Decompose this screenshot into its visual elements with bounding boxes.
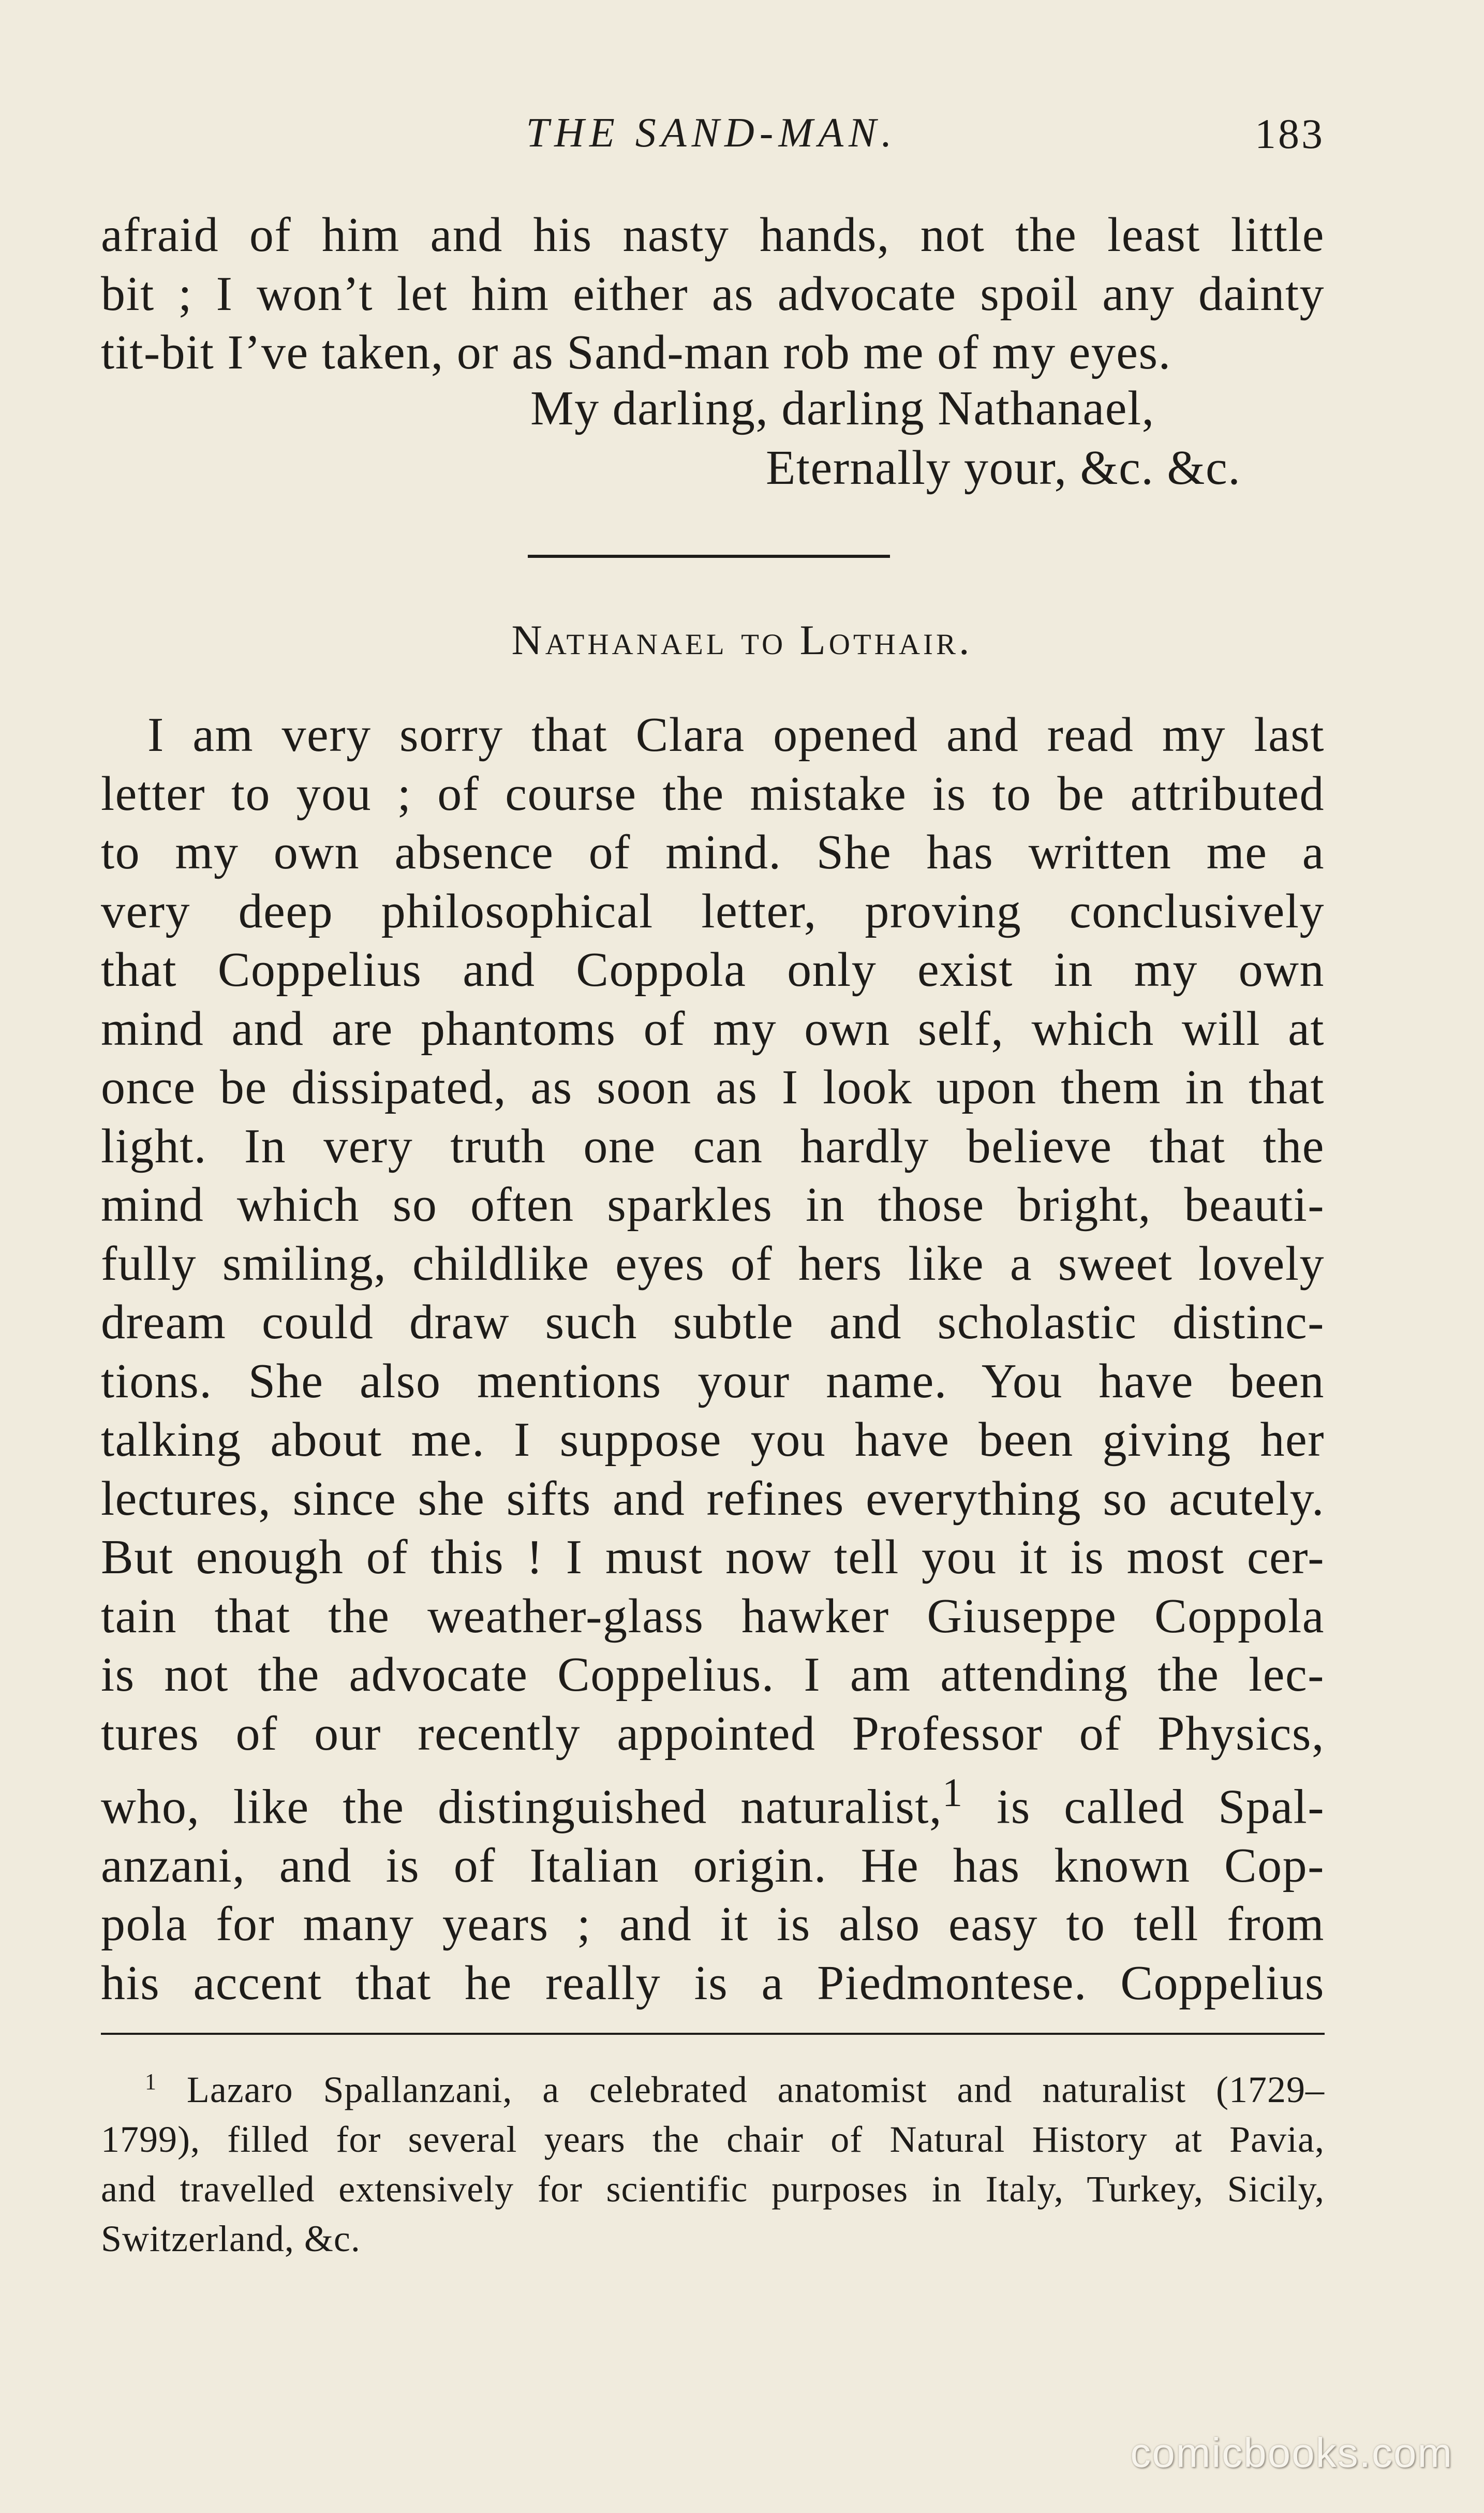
text-line: to my own absence of mind. She has written me a	[101, 825, 1325, 879]
watermark: comicbooks.com	[1130, 2430, 1453, 2476]
text-line-with-footnote-ref	[101, 1763, 1325, 1837]
text-line: tain that the weather-glass hawker Giuseppe Coppola	[101, 1589, 1325, 1643]
letter-salutation: My darling, darling Nathanael,	[530, 381, 1155, 435]
text-line: anzani, and is of Italian origin. He has known Cop-	[101, 1838, 1325, 1893]
text-line: is not the advocate Coppelius. I am attending the lec-	[101, 1648, 1325, 1702]
text-line: bit ; I won’t let him either as advocate spoil any dainty	[101, 267, 1325, 321]
text-line: I am very sorry that Clara opened and read my last	[147, 708, 1325, 762]
footnote-line: Switzerland, &c.	[101, 2218, 361, 2259]
text-line: dream could draw such subtle and scholastic distinc-	[101, 1295, 1325, 1349]
letter-body	[101, 706, 1325, 2013]
running-header	[98, 110, 1325, 167]
text-line: mind and are phantoms of my own self, which will at	[101, 1001, 1325, 1056]
text-segment: who, like the distinguished naturalist,	[101, 1780, 943, 1834]
text-line: tures of our recently appointed Professor of Physics,	[101, 1706, 1325, 1761]
text-line: lectures, since she sifts and refines everything so acutely.	[101, 1471, 1325, 1526]
text-line: fully smiling, childlike eyes of hers like a sweet lovely	[101, 1236, 1325, 1291]
text-line: tit-bit I’ve taken, or as Sand-man rob me of my eyes.	[101, 326, 1171, 379]
section-divider	[528, 555, 890, 558]
letter-ending	[101, 206, 1325, 382]
text-line: that Coppelius and Coppola only exist in my own	[101, 943, 1325, 997]
text-line: talking about me. I suppose you have been giving her	[101, 1413, 1325, 1467]
text-line: afraid of him and his nasty hands, not the least little	[101, 208, 1325, 262]
footnote-line	[101, 2057, 1325, 2115]
text-line: letter to you ; of course the mistake is to be attributed	[101, 766, 1325, 821]
footnote-marker: 1	[145, 2069, 157, 2094]
text-line: mind which so often sparkles in those bright, beauti-	[101, 1178, 1325, 1232]
text-line: once be dissipated, as soon as I look upon them in that	[101, 1060, 1325, 1114]
text-line: But enough of this ! I must now tell you it is most cer-	[101, 1530, 1325, 1584]
text-line: light. In very truth one can hardly believe that the	[101, 1119, 1325, 1173]
footnote-line: and travelled extensively for scientific purposes in Italy, Turkey, Sicily,	[101, 2168, 1325, 2210]
text-line: pola for many years ; and it is also easy to tell from	[101, 1897, 1325, 1952]
footnote-reference: 1	[942, 1770, 963, 1815]
text-segment: is called Spal-	[963, 1780, 1325, 1834]
text-segment: Lazaro Spallanzani, a celebrated anatomist and naturalist (1729–	[186, 2069, 1325, 2110]
text-line: very deep philosophical letter, proving conclusively	[101, 884, 1325, 938]
section-heading: Nathanael to Lothair.	[511, 616, 973, 663]
text-line: his accent that he really is a Piedmontese. Coppelius	[101, 1956, 1325, 2010]
letter-signoff: Eternally your, &c. &c.	[766, 441, 1241, 495]
text-line: tions. She also mentions your name. You have been	[101, 1354, 1325, 1408]
page-number: 183	[1255, 110, 1325, 157]
footnote	[101, 2057, 1325, 2264]
running-title: THE SAND-MAN.	[526, 110, 897, 156]
footnote-divider	[101, 2033, 1325, 2035]
footnote-line: 1799), filled for several years the chair of Natural History at Pavia,	[101, 2119, 1325, 2160]
